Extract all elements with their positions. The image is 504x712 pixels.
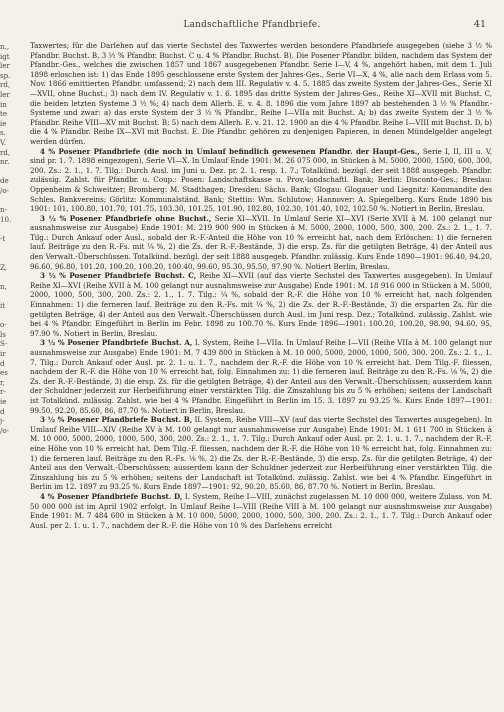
margin-fragment: n, bbox=[0, 281, 7, 291]
margin-fragment: sp. bbox=[0, 70, 11, 80]
running-title: Landschaftliche Pfandbriefe. bbox=[183, 20, 321, 30]
margin-fragment: de bbox=[0, 176, 9, 186]
margin-fragment bbox=[0, 253, 14, 263]
margin-fragment: Z, bbox=[0, 262, 8, 272]
margin-fragment: /o- bbox=[0, 185, 10, 195]
margin-fragment bbox=[0, 627, 14, 637]
margin-fragment: rd, bbox=[0, 80, 11, 90]
margin-fragment bbox=[0, 464, 14, 474]
paragraph bbox=[30, 415, 492, 492]
margin-fragment bbox=[0, 311, 14, 321]
margin-fragment: ler bbox=[0, 89, 10, 99]
margin-fragment bbox=[0, 541, 14, 551]
paragraph-heading: 4 % Posener Pfandbriefe (die noch in Umlauf befindlich gewesenen Pfandbr. der Haupt-Ges., bbox=[40, 146, 420, 156]
margin-fragment: rd, bbox=[0, 147, 11, 157]
paragraph-text: I. System, Reihe I—VIII, zunächst zugelassen M. 10 000 000, weitere Zulass. von M. 50 000 000 ist im April 1902 erfolgt. In Umlauf Reihe I—VIII (Reihe VIII à M. 100 gelangt nur ausnahmsweise zur Ausgabe) Ende 1901: M. 7 484 600 in Stücken à M. 10 000, 5000, 2000, 1000, 500, 300, 200. Zs.: 2. 1., 1. 7. Tilg.: Durch Ankauf oder Ausl. per 2. 1. u. 1. 7., nachdem der R.-F. die Höhe von 10 % des Darlehens erreicht bbox=[30, 491, 493, 530]
margin-fragment bbox=[0, 579, 14, 589]
paragraph-text: Reihe XI—XVII (auf das vierte Sechstel des Taxwertes ausgegeben). In Umlauf Reihe XI—XVI (Reihe XVII à M. 100 gelangt nur ausnahmsweise zur Ausgabe) Ende 1901: M. 18 916 000 in Stücken à M. 5000, 2000, 1000, 500, 300, 200. Zs.: 2. 1., 1. 7. Tilg.: ¼ %, sobald der R.-F. die Höhe von 10 % erreicht hat, nach folgenden Einnahmen: 1) die ferneren lauf. Beiträge zu den R.-Fs. mit ¼ %, 2) die Zs. der R.-F.-Bestände, 3) die ersparten Zs. für die getilgten Beträge, 4) der Anteil aus den Verwalt.-Überschüssen durch Ausl. im Juni resp. Dez.; Totalkünd. zulässig. Zahlst. wie bei 4 % Pfandbr. Eingeführt in Berlin im Febr. 1898 zu 100.70 %. Kurs Ende 1896—1901: 100.20, 100.20, 98.90, 94.60, 95, 97.90 %. Notiert in Berlin, Breslau. bbox=[30, 271, 492, 338]
margin-fragment: d bbox=[0, 406, 5, 416]
paragraph-heading: 3 ½ % Posener Pfandbriefe Buchst. B, bbox=[40, 415, 193, 425]
margin-fragment: 10. bbox=[0, 214, 12, 224]
margin-fragment bbox=[0, 666, 14, 676]
margin-fragment bbox=[0, 531, 14, 541]
margin-fragment bbox=[0, 474, 14, 484]
margin-fragment bbox=[0, 435, 14, 445]
paragraph-heading: 3 ½ % Posener Pfandbriefe Buchst. A, bbox=[40, 338, 193, 348]
margin-fragment: ie bbox=[0, 118, 7, 128]
margin-fragment bbox=[0, 493, 14, 503]
margin-fragment: ie bbox=[0, 396, 7, 406]
paragraph-heading: 3 ½ % Posener Pfandbriefe Buchst. C, bbox=[40, 271, 197, 281]
margin-fragment: r- bbox=[0, 387, 6, 397]
margin-fragment bbox=[0, 618, 14, 628]
margin-fragment bbox=[0, 455, 14, 465]
margin-fragment bbox=[0, 291, 14, 301]
margin-fragment: ls bbox=[0, 329, 6, 339]
margin-fragment bbox=[0, 570, 14, 580]
margin-fragment bbox=[0, 646, 14, 656]
left-margin-fragments bbox=[0, 42, 14, 685]
body-text bbox=[30, 41, 492, 530]
paragraph bbox=[30, 147, 492, 214]
margin-fragment bbox=[0, 196, 14, 206]
margin-fragment: es bbox=[0, 368, 8, 378]
paragraph-text: I. System, Reihe I—VIIa. In Umlauf Reihe I—VII (Reihe VIIa à M. 100 gelangt nur ausnahmsweise zur Ausgabe) Ende 1901: M. 7 439 800 in Stücken à M. 10 000, 5000, 2000, 1000, 500, 300, 200. Zs.: 2. 1., 1. 7. Tilg.: Durch Ankauf oder Ausl. pr. 2. 1. u. 1. 7., nachdem der R.-F. die Höhe von 10 % erreicht hat. Dem Tilg.-F. fliessen, nachdem der R.-F. die Höhe von 10 % erreicht hat, folg. Einnahmen zu: 1) die ferneren lauf. Beiträge zu den R.-Fs. ⅛ %, 2) die Zs. der R.-F.-Bestände, 3) die ersp. Zs. für die getilgten Beträge, 4) der Anteil aus den Verwalt.-Überschüssen; ausserdem kann der Schuldner jederzeit zur Herbeiführung einer verstärkten Tilg. die Zinszahlung bis zu 5 % erhöhen; seitens der Landschaft ist Totalkünd. zulässig. Zahlst. wie bei 4 % Pfandbr. Eingeführt in Berlin im 15. 3. 1897 zu 93.25 %. Kurs Ende 1897—1901: 99.50, 92.20, 85.60, 86, 87.70 %. Notiert in Berlin, Breslau. bbox=[30, 338, 492, 415]
margin-fragment bbox=[0, 522, 14, 532]
margin-fragment bbox=[0, 550, 14, 560]
page-number: 41 bbox=[473, 19, 486, 30]
margin-fragment bbox=[0, 167, 14, 177]
paragraph bbox=[30, 41, 492, 147]
paragraph-heading: 3 ½ % Posener Pfandbriefe ohne Buchst., bbox=[40, 213, 212, 223]
paragraph bbox=[30, 492, 492, 530]
margin-fragment bbox=[0, 637, 14, 647]
margin-fragment: n- bbox=[0, 205, 7, 215]
margin-fragment bbox=[0, 589, 14, 599]
paragraph-heading: 4 % Posener Pfandbriefe Buchst. D, bbox=[40, 491, 183, 501]
margin-fragment: nr. bbox=[0, 157, 10, 167]
margin-fragment: V. bbox=[0, 137, 7, 147]
margin-fragment bbox=[0, 656, 14, 666]
margin-fragment: /o- bbox=[0, 425, 10, 435]
margin-fragment: o- bbox=[0, 320, 7, 330]
margin-fragment: it bbox=[0, 301, 6, 311]
paragraph-text: II. System, Reihe VIII—XV (auf das vierte Sechstel des Taxwertes ausgegeben). In Umlauf Reihe VIII—XIV (Reihe XV à M. 100 gelangt nur ausnahmsweise zur Ausgabe) Ende 1901: M. 1 611 700 in Stücken à M. 10 000, 5000, 2000, 1000, 500, 300, 200. Zs.: 2. 1., 1. 7. Tilg.: Durch Ankauf oder Ausl. pr. 2. 1. u. 1. 7., nachdem der R.-F. eine Höhe von 10 % erreicht hat. Dem Tilg.-F. fliessen, nachdem der R.-F. die Höhe von 10 % erreicht hat, folg. Einnahmen zu: 1) die ferneren lauf. Beiträge zu den R.-Fs. ⅛ %, 2) die Zs. der R.-F.-Bestände, 3) die ersp. Zs. für die getilgten Beträge, 4) der Anteil aus den Verwalt.-Überschüssen; ausserdem kann der Schuldner jederzeit zur Herbeiführung einer verstärkten Tilg. die Zinszahlung bis zu 5 % erhöhen; seitens der Landschaft ist Totalkünd. zulässig. Zahlst. wie bei 4 % Pfandbr. Eingeführt in Berlin im 12. 1897 zu 93.25 %. Kurs Ende 1897—1901: 92, 90.20, 85.60, 86, 87.70 %. Notiert in Berlin, Breslau. bbox=[30, 415, 492, 492]
margin-fragment bbox=[0, 483, 14, 493]
margin-fragment: in bbox=[0, 99, 7, 109]
paragraph bbox=[30, 338, 492, 415]
margin-fragment: te bbox=[0, 109, 8, 119]
margin-fragment bbox=[0, 243, 14, 253]
paragraph-text: Serie XI—XVII. In Umlauf Serie XI—XVI (Serie XVII à M. 100 gelangt nur ausnahmsweise zur Ausgabe) Ende 1901: M. 219 900 900 in Stücken à M. 5000, 2000, 1000, 500, 300, 200. Zs.: 2. 1., 1. 7. Tilg.: Durch Ankauf oder Ausl., sobald der R.-F.-Anteil die Höhe von 10 % erreicht hat, nach dem Erlöschen: 1) die ferneren lauf. Beiträge zu den R.-Fs. mit ¼ %, 2) die Zs. der R.-F.-Bestände, 3) die ersp. Zs. für die getilgten Beträge, 4) der Anteil aus den Verwalt.-Überschüssen. Totalkünd. bezügl. der seit 1888 ausgegeb. Pfandbr. zulässig. Kurs Ende 1890—1901: 96.40, 94.20, 96.60, 96.80, 101.20, 100.20, 100.20, 100.40, 99.60, 95.30, 95.50, 97.90 %. Notiert Berlin, Breslau. bbox=[30, 213, 493, 271]
margin-fragment: d bbox=[0, 358, 5, 368]
margin-fragment: j- bbox=[0, 416, 5, 426]
margin-fragment: s. bbox=[0, 128, 6, 138]
margin-fragment bbox=[0, 560, 14, 570]
margin-fragment: -t bbox=[0, 233, 6, 243]
margin-fragment: r, bbox=[0, 377, 5, 387]
margin-fragment bbox=[0, 675, 14, 685]
margin-fragment bbox=[0, 445, 14, 455]
paragraph bbox=[30, 214, 492, 272]
margin-fragment: ler bbox=[0, 61, 10, 71]
margin-fragment: n., bbox=[0, 42, 10, 51]
margin-fragment: S- bbox=[0, 339, 8, 349]
margin-fragment bbox=[0, 598, 14, 608]
margin-fragment bbox=[0, 503, 14, 513]
margin-fragment bbox=[0, 608, 14, 618]
margin-fragment bbox=[0, 224, 14, 234]
margin-fragment bbox=[0, 512, 14, 522]
margin-fragment: igt bbox=[0, 51, 10, 61]
margin-fragment: ir bbox=[0, 349, 6, 358]
paragraph bbox=[30, 271, 492, 338]
paragraph-text: Taxwertes; für die Darlehen auf das vierte Sechstel des Taxwertes werden besondere Pfandbriefe ausgegeben (siehe 3 ½ % Pfandbr. Buchst. B, 3 ½ % Pfandbr. Buchst. C u. 4 % Pfandbr. Buchst. B). Die Posener Pfandbr. bilden, nachdem das System der Pfandbr.-Ges., welches die zwischen 1857 und 1867 ausgegebenen Pfandbr. Serie I—V, 4 %, angehört haben, mit dem 1. Juli 1898 erloschen ist: 1) das Ende 1895 geschlossene erste System der Jahres-Ges., Serie VI—X, 4 %, alle nach dem Erlass vom 5. Nov. 1866 emittierten Pfandbr. umfassend; 2) nach dem III. Regulativ v. 4. 5. 1885 das zweite System der Jahres-Ges., Serie XI—XVII, ohne Buchst.; 3) nach dem IV. Regulativ v. 1. 6. 1895 das dritte System der Jahres-Ges., Reihe XI—XVII mit Buchst. C, die beiden letzten Systeme 3 ½ %; 4) nach dem Allerh. E. v. 4. 8. 1896 die vom Jahre 1897 ab bestehenden 3 ½ % Pfandbr.-Systeme und zwar: a) das erste System der 3 ½ % Pfandbr., Reihe I—VIIa mit Buchst. A; b) das zweite System der 3 ½ % Pfandbr. Reihe VIII—XV mit Buchst. B; 5) nach dem Allerh. E. v. 21. 12. 1900 an die 4 % Pfandbr. Reihe I—VIII mit Buchst. D, b) die 4 % Pfandbr. Reihe IX—XVI mit Buchst. E. Die Pfandbr. gehören zu denjenigen Papieren, in denen Mündelgelder angelegt werden dürfen. bbox=[30, 41, 492, 146]
paragraph-text: Serie I, II, III u. V, sind pr. 1. 7. 1898 eingezogen), Serie VI—X. In Umlauf Ende 1901: M. 26 075 000, in Stücken à M. 5000, 2000, 1500, 600, 300, 200. Zs.: 2. 1., 1. 7. Tilg.: Durch Ausl. im Juni u. Dez. pr. 2. 1. resp. 1. 7.; Totalkünd. bezügl. der seit 1888 ausgegeb. Pfandbr. zulässig. Zahlst. für Pfandbr. u. Coup.: Posen: Landschaftskasse u. Prov.-landschaftl. Bank; Berlin: Disconto-Ges.; Breslau: Oppenheim & Schweitzer; Bromberg: M. Stadthagen; Dresden: Sächs. Bank; Glogau: Glogauer und Liegnitz: Kommandite des Schles. Bankvereins; Görlitz: Kommunalständ. Bank; Stettin: Wm. Schlutow; Hannover: A. Spiegelberg. Kurs Ende 1890 bis 1901: 101, 100.80, 101.70, 101.75, 103.30, 101.25, 101.90, 102.80, 102.30, 101.40, 102, 102.50 %. Notiert in Berlin, Breslau. bbox=[30, 146, 492, 214]
margin-fragment bbox=[0, 272, 14, 282]
